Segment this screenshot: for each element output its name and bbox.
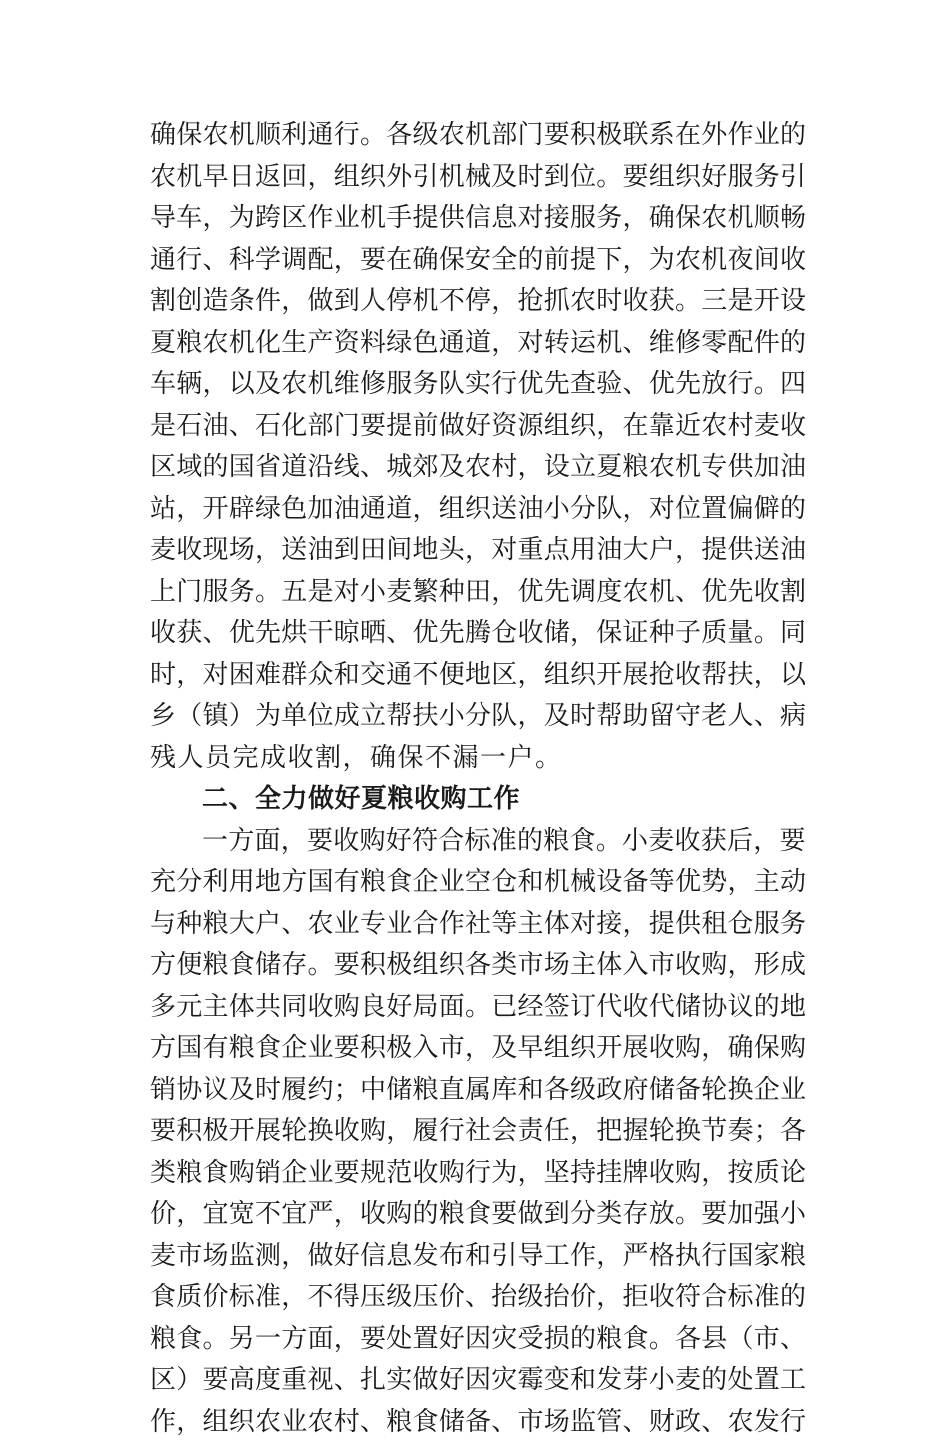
paragraph-line: 收获、优先烘干晾晒、优先腾仓收储，保证种子质量。同 xyxy=(150,613,810,655)
paragraph-line: 与种粮大户、农业专业合作社等主体对接，提供租仓服务 xyxy=(150,904,810,946)
paragraph-line: 是石油、石化部门要提前做好资源组织，在靠近农村麦收 xyxy=(150,406,810,448)
paragraph-line: 区域的国省道沿线、城郊及农村，设立夏粮农机专供加油 xyxy=(150,447,810,489)
paragraph-line: 方便粮食储存。要积极组织各类市场主体入市收购，形成 xyxy=(150,945,810,987)
paragraph-line: 一方面，要收购好符合标准的粮食。小麦收获后，要 xyxy=(150,821,810,863)
paragraph-line: 导车，为跨区作业机手提供信息对接服务，确保农机顺畅 xyxy=(150,198,810,240)
document-body xyxy=(150,115,810,1443)
paragraph-line: 充分利用地方国有粮食企业空仓和机械设备等优势，主动 xyxy=(150,862,810,904)
paragraph-line: 乡（镇）为单位成立帮扶小分队，及时帮助留守老人、病 xyxy=(150,696,810,738)
paragraph-line: 类粮食购销企业要规范收购行为，坚持挂牌收购，按质论 xyxy=(150,1153,810,1195)
paragraph-line: 上门服务。五是对小麦繁种田，优先调度农机、优先收割 xyxy=(150,572,810,614)
paragraph-line: 多元主体共同收购良好局面。已经签订代收代储协议的地 xyxy=(150,987,810,1029)
paragraph-line: 确保农机顺利通行。各级农机部门要积极联系在外作业的 xyxy=(150,115,810,157)
paragraph-line: 方国有粮食企业要积极入市，及早组织开展收购，确保购 xyxy=(150,1028,810,1070)
paragraph-line: 站，开辟绿色加油通道，组织送油小分队，对位置偏僻的 xyxy=(150,489,810,531)
paragraph-line: 残人员完成收割，确保不漏一户。 xyxy=(150,738,810,780)
paragraph-line: 粮食。另一方面，要处置好因灾受损的粮食。各县（市、 xyxy=(150,1319,810,1361)
paragraph-line: 车辆，以及农机维修服务队实行优先查验、优先放行。四 xyxy=(150,364,810,406)
paragraph-line: 区）要高度重视、扎实做好因灾霉变和发芽小麦的处置工 xyxy=(150,1360,810,1402)
paragraph-line: 时，对困难群众和交通不便地区，组织开展抢收帮扶，以 xyxy=(150,655,810,697)
paragraph-line: 作，组织农业农村、粮食储备、市场监管、财政、农发行 xyxy=(150,1402,810,1443)
paragraph-line: 麦收现场，送油到田间地头，对重点用油大户，提供送油 xyxy=(150,530,810,572)
paragraph-line: 割创造条件，做到人停机不停，抢抓农时收获。三是开设 xyxy=(150,281,810,323)
paragraph-line: 销协议及时履约；中储粮直属库和各级政府储备轮换企业 xyxy=(150,1070,810,1112)
paragraph-line: 通行、科学调配，要在确保安全的前提下，为农机夜间收 xyxy=(150,240,810,282)
paragraph-line: 要积极开展轮换收购，履行社会责任，把握轮换节奏；各 xyxy=(150,1111,810,1153)
paragraph-line: 价，宜宽不宜严，收购的粮食要做到分类存放。要加强小 xyxy=(150,1194,810,1236)
paragraph-line: 农机早日返回，组织外引机械及时到位。要组织好服务引 xyxy=(150,157,810,199)
paragraph-line: 夏粮农机化生产资料绿色通道，对转运机、维修零配件的 xyxy=(150,323,810,365)
paragraph-line: 麦市场监测，做好信息发布和引导工作，严格执行国家粮 xyxy=(150,1236,810,1278)
paragraph-line: 食质价标准，不得压级压价、抬级抬价，拒收符合标准的 xyxy=(150,1277,810,1319)
section-heading: 二、全力做好夏粮收购工作 xyxy=(150,779,810,821)
